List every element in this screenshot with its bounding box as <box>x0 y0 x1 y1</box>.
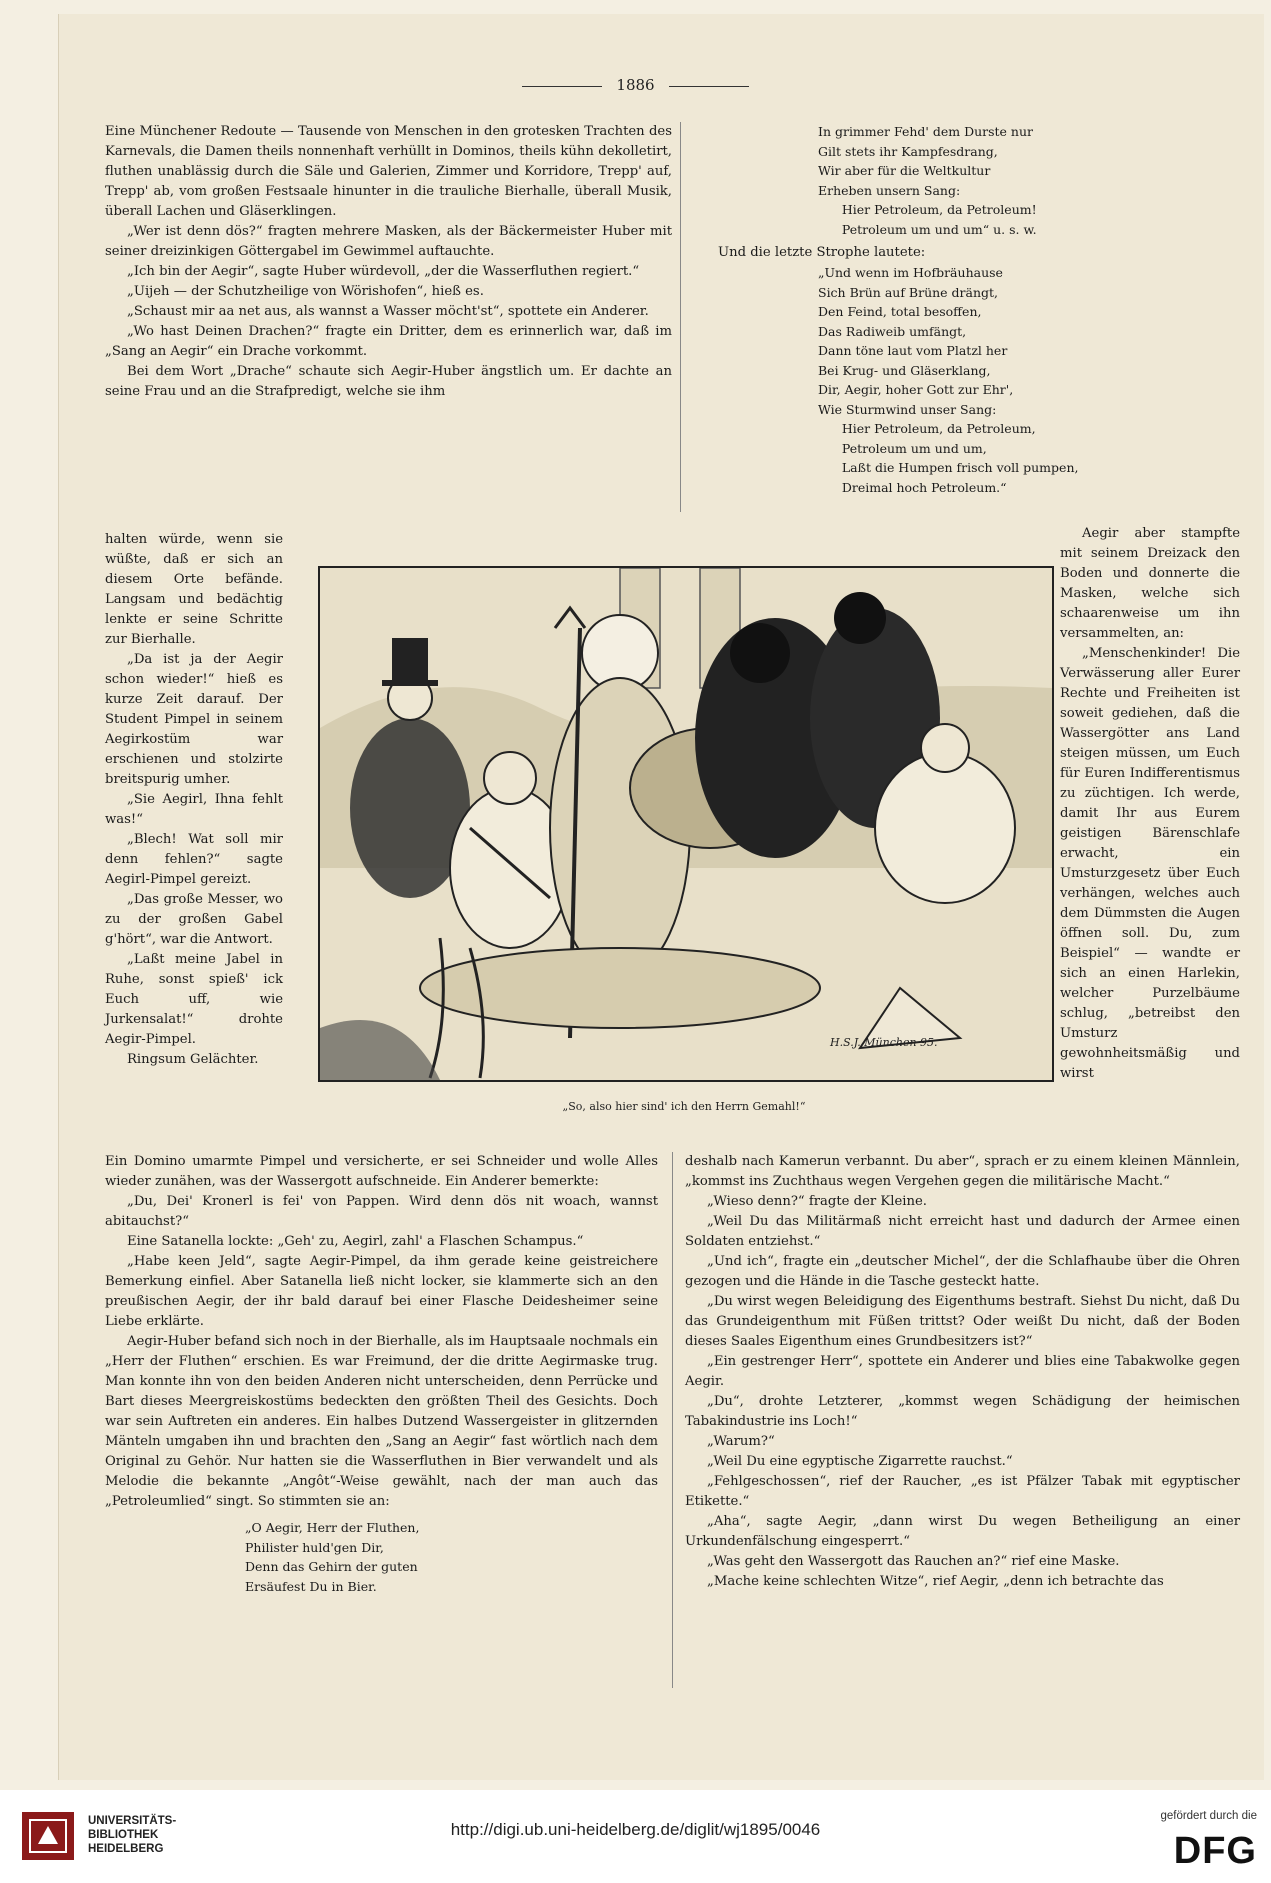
paragraph: halten würde, wenn sie wüßte, daß er sich an diesem Orte befände. Langsam und bedächtig lenkte er seine Schritte zur Bierhalle. <box>105 532 283 647</box>
paragraph: „Aha“, sagte Aegir, „dann wirst Du wegen Betheiligung an einer Urkundenfälschung eingesperrt.“ <box>685 1514 1240 1549</box>
paragraph: „Was geht den Wassergott das Rauchen an?“ rief eine Maske. <box>707 1554 1120 1569</box>
paragraph: Aegir-Huber befand sich noch in der Bierhalle, als im Hauptsaale nochmals ein „Herr der Fluthen“ erschien. Es war Freimund, der die dritte Aegirmaske trug. Man konnte ihn von den beiden Anderen nicht unterscheiden, denn Perrücke und Bart dieses Meergreiskostüms bedeckten den größten Theil des Gesichts. Doch war sein Auftreten ein anderes. Ein halbes Dutzend Wassergeister in glitzernden Mänteln umgaben ihn und brachten den „Sang an Aegir“ fast wörtlich nach dem Original zu Gehör. Nur hatten sie die Wasserfluthen in Bier verwandelt und als Melodie die bekannte „Angôt“-Weise gewählt, nach der man auch das „Petroleumlied“ singt. So stimmten sie an: <box>105 1334 658 1509</box>
paragraph: Ringsum Gelächter. <box>127 1052 259 1067</box>
column-left-wrap <box>105 530 283 1070</box>
paragraph: „Weil Du das Militärmaß nicht erreicht hast und dadurch der Armee einen Soldaten entziehst.“ <box>685 1214 1240 1249</box>
paragraph: „Habe keen Jeld“, sagte Aegir-Pimpel, da ihm gerade keine geistreichere Bemerkung einfiel. Aber Satanella ließ nicht locker, sie klammerte sich an den preußischen Aegir, der ihr bald darauf bei einer Flasche Deidesheimer seine Liebe erklärte. <box>105 1254 658 1329</box>
ornament-left <box>522 86 602 87</box>
institution-line: HEIDELBERG <box>88 1843 164 1855</box>
paragraph: „Schaust mir aa net aus, als wannst a Wasser möcht'st“, spottete ein Anderer. <box>127 304 649 319</box>
column-right-bottom <box>685 1152 1240 1592</box>
paragraph: „Da ist ja der Aegir schon wieder!“ hieß es kurze Zeit darauf. Der Student Pimpel in seinem Aegirkostüm war erschienen und stolzirte breitspurig umher. <box>105 652 283 787</box>
column-right-wrap <box>1060 524 1240 1084</box>
paragraph: „Blech! Wat soll mir denn fehlen?“ sagte Aegirl-Pimpel gereizt. <box>105 832 283 887</box>
illustration-drawing <box>320 568 1052 1080</box>
paragraph: Eine Münchener Redoute — Tausende von Menschen in den grotesken Trachten des Karnevals, die Damen theils nonnenhaft verhüllt in Dominos, theils kühn dekolletirt, fluthen unablässig durch die Säle und Galerien, Zimmer und Korridore, Trepp' auf, Trepp' ab, vom großen Festsaale hinunter in die trauliche Bierhalle, überall Musik, überall Lachen und Gläserklingen. <box>105 124 672 219</box>
paragraph: „Sie Aegirl, Ihna fehlt was!“ <box>105 792 283 827</box>
paragraph: „Weil Du eine egyptische Zigarrette rauchst.“ <box>707 1454 1013 1469</box>
paragraph: „Das große Messer, wo zu der großen Gabel g'hört“, war die Antwort. <box>105 892 283 947</box>
paragraph: deshalb nach Kamerun verbannt. Du aber“, sprach er zu einem kleinen Männlein, „kommst ins Zuchthaus wegen Vergehen gegen die militärische Macht.“ <box>685 1154 1240 1189</box>
column-divider <box>680 122 681 512</box>
institution-line: BIBLIOTHEK <box>88 1829 159 1841</box>
paragraph: Aegir aber stampfte mit seinem Dreizack den Boden und donnerte die Masken, welche sich schaarenweise um ihn versammelten, an: <box>1060 526 1240 641</box>
viewer-footer <box>0 1790 1271 1883</box>
paragraph: „Ein gestrenger Herr“, spottete ein Anderer und blies eine Tabakwolke gegen Aegir. <box>685 1354 1240 1389</box>
paragraph: „Uijeh — der Schutzheilige von Wörishofen“, hieß es. <box>127 284 484 299</box>
page-number: 1886 <box>616 76 655 94</box>
ornament-right <box>669 86 749 87</box>
paragraph: „Fehlgeschossen“, rief der Raucher, „es ist Pfälzer Tabak mit egyptischer Etikette.“ <box>685 1474 1240 1509</box>
paragraph: Und die letzte Strophe lautete: <box>718 245 926 260</box>
paragraph: „Du“, drohte Letzterer, „kommst wegen Schädigung der heimischen Tabakindustrie ins Loch!“ <box>685 1394 1240 1429</box>
verse-block: „O Aegir, Herr der Fluthen, Philister huld'gen Dir, Denn das Gehirn der guten Ersäufest Du in Bier. <box>245 1520 420 1594</box>
column-divider <box>672 1152 673 1688</box>
institution-line: UNIVERSITÄTS- <box>88 1815 177 1827</box>
paragraph: „Laßt meine Jabel in Ruhe, sonst spieß' ick Euch uff, wie Jurkensalat!“ drohte Aegir-Pimpel. <box>105 952 283 1047</box>
artist-signature: H.S.J. München 95. <box>830 1036 938 1049</box>
paragraph: „Wieso denn?“ fragte der Kleine. <box>707 1194 927 1209</box>
funding-text: gefördert durch die <box>1160 1810 1257 1822</box>
illustration-caption: „So, also hier sind' ich den Herrn Gemahl!“ <box>562 1100 806 1113</box>
paragraph: „Mache keine schlechten Witze“, rief Aegir, „denn ich betrachte das <box>707 1574 1164 1589</box>
permalink-url[interactable]: http://digi.ub.uni-heidelberg.de/diglit/wj1895/0046 <box>450 1820 821 1839</box>
paragraph: „Wo hast Deinen Drachen?“ fragte ein Dritter, dem es erinnerlich war, daß im „Sang an Aegir“ ein Drache vorkommt. <box>105 324 672 359</box>
paragraph: „Ich bin der Aegir“, sagte Huber würdevoll, „der die Wasserfluthen regiert.“ <box>127 264 640 279</box>
paragraph: „Warum?“ <box>707 1434 775 1449</box>
column-right-top <box>718 122 1240 497</box>
illustration-masquerade <box>318 566 1054 1082</box>
column-left-top <box>105 122 672 402</box>
dfg-logo[interactable]: DFG <box>1173 1830 1257 1872</box>
paragraph: „Und ich“, fragte ein „deutscher Michel“, der die Schlafhaube über die Ohren gezogen und die Hände in die Tasche gesteckt hatte. <box>685 1254 1240 1289</box>
paragraph: „Wer ist denn dös?“ fragten mehrere Masken, als der Bäckermeister Huber mit seiner dreizinkigen Göttergabel im Gewimmel auftauchte. <box>105 224 672 259</box>
paragraph: Bei dem Wort „Drache“ schaute sich Aegir-Huber ängstlich um. Er dachte an seine Frau und an die Strafpredigt, welche sie ihm <box>105 364 672 399</box>
paragraph: Ein Domino umarmte Pimpel und versicherte, er sei Schneider und wolle Alles wieder zunähen, was der Wassergott aufschneide. Ein Anderer bemerkte: <box>105 1154 658 1189</box>
verse-block: „Und wenn im Hofbräuhause Sich Brün auf Brüne drängt, Den Feind, total besoffen, Das Radiweib umfängt, Dann töne laut vom Platzl her Bei Krug- und Gläserklang, Dir, Aegir, hoher Gott zur Ehr', Wie Sturmwind unser Sang: Hier Petroleum, da Petroleum, Petroleum um und um, Laßt die Humpen frisch voll pumpen, Dreimal hoch Petroleum.“ <box>818 265 1079 495</box>
paragraph: Eine Satanella lockte: „Geh' zu, Aegirl, zahl' a Flaschen Schampus.“ <box>127 1234 584 1249</box>
page-number-header <box>0 76 1271 94</box>
paragraph: „Du, Dei' Kronerl is fei' von Pappen. Wird denn dös nit woach, wannst abitauchst?“ <box>105 1194 658 1229</box>
paragraph: „Du wirst wegen Beleidigung des Eigenthums bestraft. Siehst Du nicht, daß Du das Grundeigenthum mit Füßen trittst? Oder weißt Du nicht, daß der Boden dieses Saales Eigenthum eines Grundbesitzers ist?“ <box>685 1294 1240 1349</box>
paragraph: „Menschenkinder! Die Verwässerung aller Eurer Rechte und Freiheiten ist soweit gediehen, daß die Wassergötter ans Land steigen müssen, um Euch für Euren Indifferentismus zu züchtigen. Ich werde, damit Ihr aus Eurem geistigen Bärenschlafe erwacht, ein Umsturzgesetz über Euch verhängen, welches auch dem Dümmsten die Augen öffnen soll. Du, zum Beispiel“ — wandte er sich an einen Harlekin, welcher Purzelbäume schlug, „betreibst den Umsturz gewohnheitsmäßig und wirst <box>1060 646 1240 1081</box>
column-left-bottom <box>105 1152 658 1596</box>
verse-block: In grimmer Fehd' dem Durste nur Gilt stets ihr Kampfesdrang, Wir aber für die Weltkultur Erheben unsern Sang: Hier Petroleum, da Petroleum! Petroleum um und um“ u. s. w. <box>818 124 1037 237</box>
